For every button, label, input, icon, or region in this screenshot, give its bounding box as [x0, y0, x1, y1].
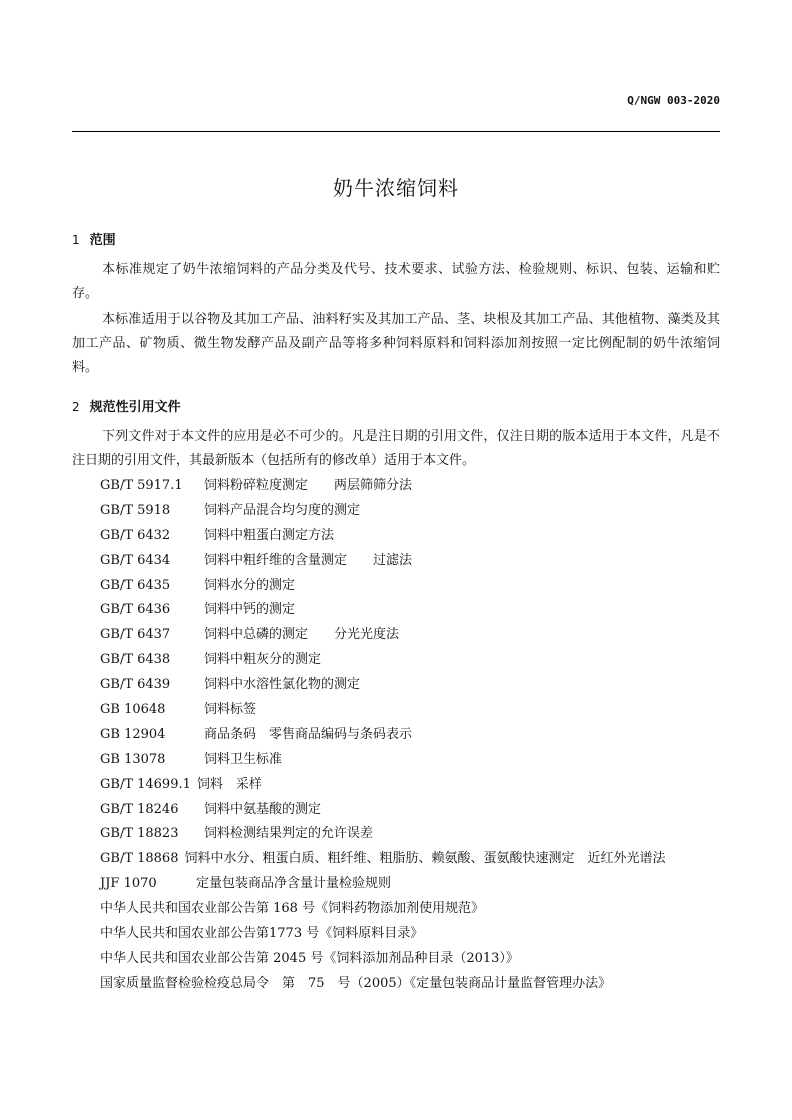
reference-code: GB/T 18246: [100, 801, 179, 817]
section-1-paragraph-1: 本标准规定了奶牛浓缩饲料的产品分类及代号、技术要求、试验方法、检验规则、标识、包装、运输和贮存。: [72, 262, 720, 301]
reference-code: GB 10648: [100, 702, 166, 718]
reference-item: [100, 499, 666, 524]
section-2-title: 规范性引用文件: [89, 400, 181, 415]
document-code: Q/NGW 003-2020: [627, 94, 720, 107]
section-1-paragraph-2: 本标准适用于以谷物及其加工产品、油料籽实及其加工产品、茎、块根及其加工产品、其他植物、藻类及其加工产品、矿物质、微生物发酵产品及副产品等将多种饲料原料和饲料添加剂按照一定比例配制的奶牛浓缩饲料。: [72, 312, 720, 375]
reference-title: 饲料中氨基酸的测定: [204, 801, 322, 817]
reference-item: [100, 723, 666, 748]
reference-title: 饲料标签: [204, 702, 257, 718]
reference-title: 饲料水分的测定: [204, 577, 296, 593]
reference-title: 饲料中水溶性氯化物的测定: [204, 677, 361, 693]
reference-item: [100, 748, 666, 773]
reference-title: 饲料产品混合均匀度的测定: [204, 502, 361, 518]
reference-title: 饲料中粗蛋白测定方法: [204, 527, 335, 543]
reference-title: 饲料中钙的测定: [204, 602, 296, 618]
reference-code: GB/T 6435: [100, 577, 171, 593]
reference-code: GB/T 6436: [100, 602, 171, 618]
reference-item: [100, 549, 666, 574]
reference-item: [100, 648, 666, 673]
reference-item: [100, 847, 666, 872]
reference-title: 中华人民共和国农业部公告第1773 号《饲料原料目录》: [100, 926, 424, 942]
reference-code: JJF 1070: [100, 876, 157, 892]
reference-code: GB/T 18868: [100, 851, 179, 867]
reference-item: [100, 872, 666, 897]
section-1-title: 范围: [89, 233, 116, 248]
reference-item: [100, 574, 666, 599]
reference-item: [100, 798, 666, 823]
section-2-paragraph-1: 下列文件对于本文件的应用是必不可少的。凡是注日期的引用文件，仅注日期的版本适用于本文件，凡是不注日期的引用文件，其最新版本（包括所有的修改单）适用于本文件。: [72, 429, 720, 468]
reference-item: [100, 474, 666, 499]
reference-item: [100, 673, 666, 698]
reference-title: 饲料中粗灰分的测定: [204, 652, 322, 668]
reference-title: 饲料卫生标准: [204, 751, 283, 767]
reference-code: GB/T 5918: [100, 502, 171, 518]
reference-item: [100, 947, 666, 972]
reference-item: [100, 524, 666, 549]
section-2-number: 2: [72, 400, 80, 414]
section-2-heading: [72, 396, 181, 415]
reference-title: 饲料 采样: [196, 776, 262, 792]
reference-code: GB/T 6437: [100, 627, 171, 643]
section-1-heading: [72, 229, 116, 248]
reference-code: GB/T 5917.1: [100, 478, 183, 493]
reference-title: 中华人民共和国农业部公告第 2045 号《饲料添加剂品种目录（2013）》: [100, 950, 519, 966]
reference-code: GB/T 14699.1: [100, 776, 191, 792]
reference-item: [100, 698, 666, 723]
header-rule: [72, 131, 720, 132]
reference-title: 饲料中水分、粗蛋白质、粗纤维、粗脂肪、赖氨酸、蛋氨酸快速测定 近红外光谱法: [184, 851, 666, 867]
reference-title: 商品条码 零售商品编码与条码表示: [204, 726, 413, 742]
section-1-number: 1: [72, 233, 80, 247]
reference-code: GB 12904: [100, 726, 166, 742]
reference-title: 中华人民共和国农业部公告第 168 号《饲料药物添加剂使用规范》: [100, 901, 485, 917]
reference-item: [100, 972, 666, 997]
reference-item: [100, 773, 666, 798]
reference-item: [100, 623, 666, 648]
reference-code: GB/T 6432: [100, 527, 171, 543]
reference-title: 饲料中粗纤维的含量测定 过滤法: [204, 552, 413, 568]
reference-list: [100, 474, 666, 997]
reference-title: 国家质量监督检验检疫总局令 第 75 号（2005）《定量包装商品计量监督管理办法》: [100, 975, 612, 991]
reference-item: [100, 822, 666, 847]
reference-code: GB/T 6438: [100, 652, 171, 668]
reference-title: 定量包装商品净含量计量检验规则: [196, 876, 392, 892]
reference-code: GB/T 6434: [100, 552, 171, 568]
reference-code: GB 13078: [100, 751, 166, 767]
reference-item: [100, 922, 666, 947]
reference-title: 饲料中总磷的测定 分光光度法: [204, 627, 400, 643]
reference-title: 饲料粉碎粒度测定 两层筛筛分法: [204, 478, 413, 493]
reference-item: [100, 598, 666, 623]
reference-title: 饲料检测结果判定的允许误差: [204, 826, 374, 842]
reference-code: GB/T 18823: [100, 826, 179, 842]
reference-code: GB/T 6439: [100, 677, 171, 693]
document-title: 奶牛浓缩饲料: [333, 176, 459, 200]
reference-item: [100, 897, 666, 922]
